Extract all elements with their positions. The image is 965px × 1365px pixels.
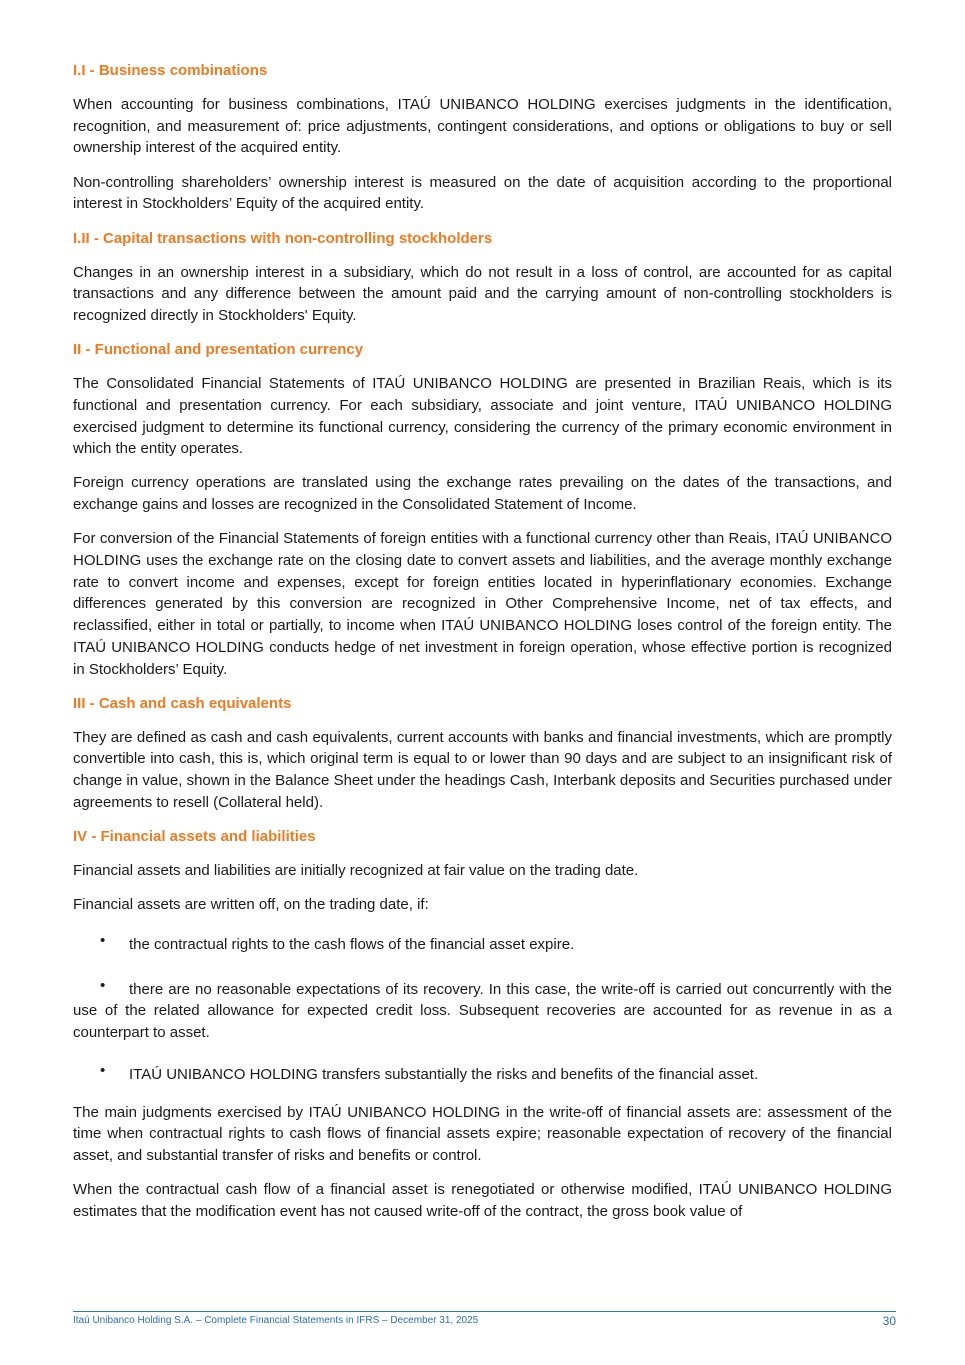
paragraph: Changes in an ownership interest in a subsidiary, which do not result in a loss of control, are accounted for as capital transactions and any difference between the amount paid and the carrying amount of non-controlling stockholders is recognized directly in Stockholders' Equity. [73,263,892,324]
paragraph: Non-controlling shareholders’ ownership interest is measured on the date of acquisition according to the proportional interest in Stockholders’ Equity of the acquired entity. [73,173,892,213]
paragraph: For conversion of the Financial Statements of foreign entities with a functional currency other than Reais, ITAÚ UNIBANCO HOLDING uses the exchange rate on the closing date to convert assets and liabilities, and the average monthly exchange rate to convert income and expenses, except for foreign entities located in hyperinflationary economies. Exchange differences generated by this conversion are recognized in Other Comprehensive Income, net of tax effects, and reclassified, either in total or partially, to income when ITAÚ UNIBANCO HOLDING loses control of the foreign entity. The ITAÚ UNIBANCO HOLDING conducts hedge of net investment in foreign operation, whose effective portion is recognized in Stockholders’ Equity. [73,530,892,678]
list-item [73,1061,892,1086]
paragraph: Foreign currency operations are translated using the exchange rates prevailing on the dates of the transactions, and exchange gains and losses are recognized in the Consolidated Statement of Income. [73,474,892,514]
bullet-icon: • [100,931,106,949]
paragraph: They are defined as cash and cash equivalents, current accounts with banks and financial investments, which are promptly convertible into cash, this is, which original term is equal to or lower than 90 days and are subject to an insignificant risk of change in value, shown in the Balance Sheet under the headings Cash, Interbank deposits and Securities purchased under agreements to resell (Collateral held). [73,728,892,811]
page-number: 30 [882,1314,896,1328]
list-item-text: ITAÚ UNIBANCO HOLDING transfers substantially the risks and benefits of the financial asset. [129,1065,759,1083]
paragraph: Financial assets and liabilities are initially recognized at fair value on the trading date. [73,862,639,880]
heading-cash-equivalents: III - Cash and cash equivalents [73,694,292,712]
paragraph: When the contractual cash flow of a financial asset is renegotiated or otherwise modified, ITAÚ UNIBANCO HOLDING estimates that the modification event has not caused write-off of the contract, the gross book value of [73,1181,892,1220]
heading-business-combinations: I.I - Business combinations [73,62,268,79]
page-footer [73,1311,896,1335]
bullet-icon: • [100,976,106,994]
list-item-text: the contractual rights to the cash flows of the financial asset expire. [129,935,575,953]
list-item [73,931,892,956]
paragraph: Financial assets are written off, on the trading date, if: [73,896,429,914]
document-body [73,60,892,1235]
heading-financial-assets: IV - Financial assets and liabilities [73,828,316,846]
paragraph: The main judgments exercised by ITAÚ UNIBANCO HOLDING in the write-off of financial assets are: assessment of the time when contractual rights to cash flows of financial assets expire; reasonable expectation of recovery of the financial asset, and substantial transfer of risks and benefits or control. [73,1103,892,1164]
bullet-icon: • [100,1061,106,1079]
paragraph: The Consolidated Financial Statements of ITAÚ UNIBANCO HOLDING are presented in Brazilian Reais, which is its functional and presentation currency. For each subsidiary, associate and joint venture, ITAÚ UNIBANCO HOLDING exercised judgment to determine its functional currency, considering the currency of the primary economic environment in which the entity operates. [73,375,892,458]
list-item-text: there are no reasonable expectations of its recovery. In this case, the write-off is carried out concurrently with the use of the related allowance for expected credit loss. Subsequent recoveries are accounted for as revenue in as a counterpart to asset. [73,980,892,1042]
heading-functional-currency: II - Functional and presentation currency [73,341,364,359]
heading-capital-transactions: I.II - Capital transactions with non-controlling stockholders [73,229,493,247]
paragraph: When accounting for business combinations, ITAÚ UNIBANCO HOLDING exercises judgments in the identification, recognition, and measurement of: price adjustments, contingent considerations, and options or obligations to buy or sell ownership interest of the acquired entity. [73,96,892,157]
list-item [73,976,892,1044]
footer-text: Itaú Unibanco Holding S.A. – Complete Financial Statements in IFRS – December 31, 2025 [73,1315,479,1326]
